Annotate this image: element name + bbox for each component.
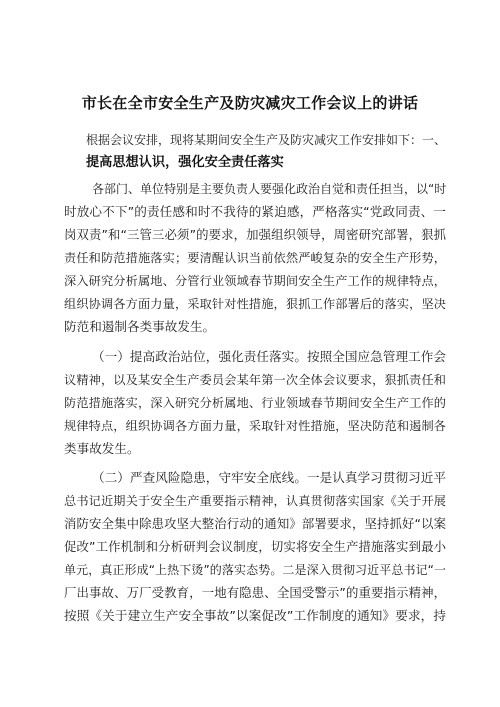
body-line: 组织协调各方面力量，采取针对性措施，狠抓工作部署后的落实，坚决 xyxy=(64,297,446,311)
body-line: （二）严查风险隐患，守牢安全底线。一是认真学习贯彻习近平 xyxy=(92,470,446,485)
body-line: 类事故发生。 xyxy=(64,441,140,456)
document-title: 市长在全市安全生产及防灾减灾工作会议上的讲话 xyxy=(81,94,419,112)
body-line: 规律特点，组织协调各方面力量，采取针对性措施，坚决防范和遏制各 xyxy=(64,419,446,433)
body-line: 根据会议安排，现将某期间安全生产及防灾减灾工作安排如下：一、 xyxy=(86,133,447,147)
body-line: 深入研究分析属地、分管行业领域春节期间安全生产工作的规律特点， xyxy=(64,274,446,288)
body-line: 防范措施落实，深入研究分析属地、行业领域春节期间安全生产工作的 xyxy=(64,396,446,410)
section-heading: 提高思想认识，强化安全责任落实 xyxy=(86,155,284,170)
body-line: 防范和遏制各类事故发生。 xyxy=(64,319,216,334)
body-line: 促改”工作机制和分析研判会议制度，切实将安全生产措施落实到最小 xyxy=(64,539,446,554)
body-line: 责任和防范措施落实；要清醒认识当前依然严峻复杂的安全生产形势， xyxy=(64,251,446,265)
body-line: 单元，真正形成“上热下烫”的落实态势。二是深入贯彻习近平总书记“一 xyxy=(64,563,446,577)
body-line: 岗双责”和“三管三必须”的要求，加强组织领导，周密研究部署，狠抓 xyxy=(64,227,446,242)
body-line: 各部门、单位特别是主要负责人要强化政治自觉和责任担当，以“时 xyxy=(92,182,447,196)
body-line: （一）提高政治站位，强化责任落实。按照全国应急管理工作会 xyxy=(92,349,446,364)
body-line: 按照《关于建立生产安全事故”以案促改”工作制度的通知》要求，持 xyxy=(64,608,446,623)
body-line: 消防安全集中除患攻坚大整治行动的通知》部署要求，坚持抓好“以案 xyxy=(64,516,446,531)
body-line: 议精神，以及某安全生产委员会某年第一次全体会议要求，狠抓责任和 xyxy=(64,373,446,387)
body-line: 总书记近期关于安全生产重要指示精神，认真贯彻落实国家《关于开展 xyxy=(64,494,446,508)
body-line: 时放心不下”的责任感和时不我待的紧迫感，严格落实“党政同责、一 xyxy=(64,204,446,219)
body-line: 厂出事故、万厂受教育，一地有隐患、全国受警示”的重要指示精神， xyxy=(64,585,446,600)
